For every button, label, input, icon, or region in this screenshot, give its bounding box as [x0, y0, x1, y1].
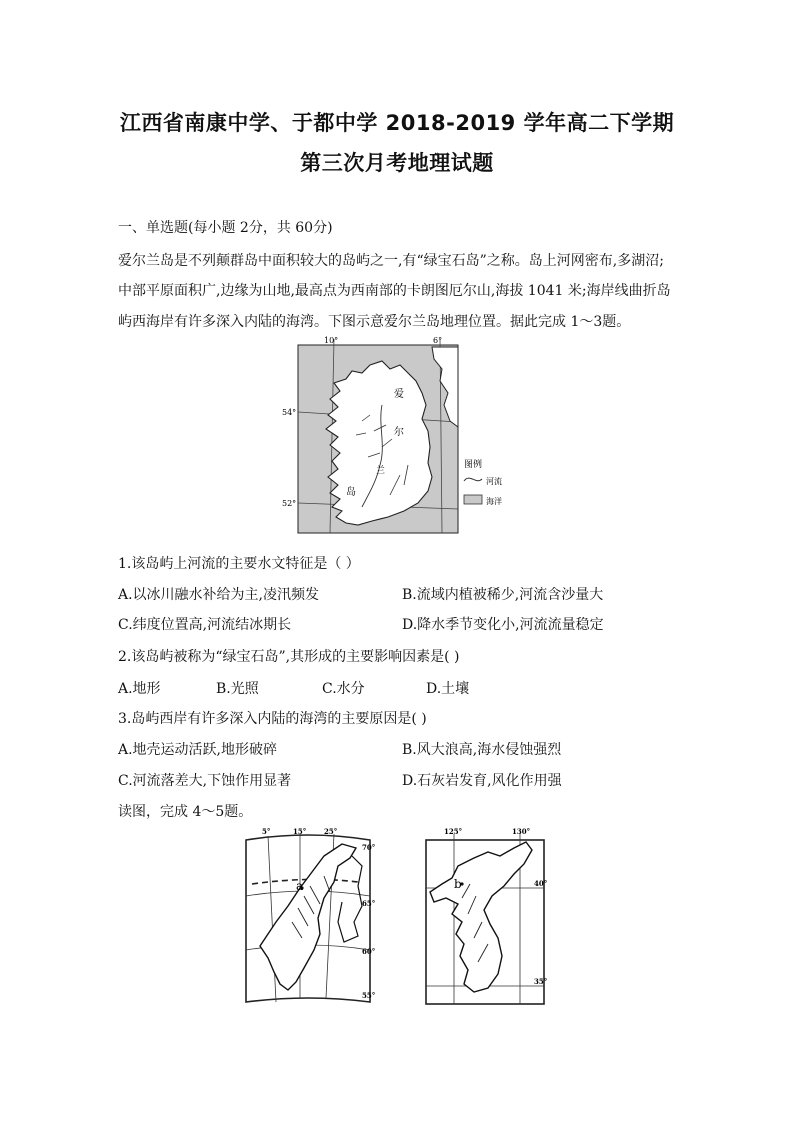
- scand-lat-label-65: 65°: [362, 899, 376, 908]
- korea-lat-label-40: 40°: [534, 879, 548, 888]
- scand-lon-label-25: 25°: [324, 827, 338, 836]
- scand-lat-label-60: 60°: [362, 947, 376, 956]
- q3-option-b: B.风大浪高,海水侵蚀强烈: [402, 742, 562, 758]
- passage2-text: 读图，完成 4～5题。: [118, 804, 253, 820]
- q3-option-a: A.地壳运动活跃,地形破碎: [118, 742, 278, 758]
- q3-option-d: D.石灰岩发育,风化作用强: [402, 773, 562, 789]
- korea-lon-label-130: 130°: [512, 827, 531, 836]
- legend-title: 图例: [464, 460, 483, 470]
- point-b-label: b: [454, 877, 462, 891]
- q2-option-c: C.水分: [322, 681, 365, 697]
- ireland-map: [282, 335, 522, 545]
- ireland-lat-label-54: 54°: [282, 408, 297, 417]
- scand-lat-label-70: 70°: [362, 843, 376, 852]
- legend-river-symbol: [464, 478, 482, 481]
- exam-title-line1: 江西省南康中学、于都中学 2018-2019 学年高二下学期: [119, 111, 675, 135]
- scandinavia-map: [238, 826, 388, 1008]
- ireland-char-2: 尔: [394, 427, 404, 438]
- ireland-lon-label-10: 10°: [324, 336, 339, 345]
- question-3-stem: 3.岛屿西岸有许多深入内陆的海湾的主要原因是( ): [118, 711, 427, 727]
- korea-lat-label-35: 35°: [534, 977, 548, 986]
- legend-sea-symbol: [464, 495, 482, 504]
- ireland-char-4: 岛: [346, 487, 356, 498]
- korea-map: [418, 826, 558, 1008]
- scand-lat-label-55: 55°: [362, 991, 376, 1000]
- question-1-stem: 1.该岛屿上河流的主要水文特征是（ ）: [118, 556, 360, 572]
- passage1-line1: 爱尔兰岛是不列颠群岛中面积较大的岛屿之一,有“绿宝石岛”之称。岛上河网密布,多湖沼;: [118, 253, 664, 269]
- scand-lon-label-15: 15°: [293, 827, 307, 836]
- q1-option-c: C.纬度位置高,河流结冰期长: [118, 617, 292, 633]
- exam-title-line2: 第三次月考地理试题: [300, 151, 494, 175]
- passage1-line2: 中部平原面积广,边缘为山地,最高点为西南部的卡朗图厄尔山,海拔 1041 米;海岸线曲折岛: [118, 283, 671, 299]
- point-a-label: a: [296, 879, 304, 893]
- ireland-char-3: 兰: [376, 466, 386, 476]
- q1-option-b: B.流域内植被稀少,河流含沙量大: [402, 587, 604, 603]
- ireland-island: [326, 361, 432, 525]
- passage1-line3: 屿西海岸有许多深入内陆的海湾。下图示意爱尔兰岛地理位置。据此完成 1～3题。: [118, 314, 631, 330]
- korea-lon-label-125: 125°: [444, 827, 463, 836]
- question-2-stem: 2.该岛屿被称为“绿宝石岛”,其形成的主要影响因素是( ): [118, 649, 460, 665]
- q2-option-a: A.地形: [118, 681, 161, 697]
- q2-option-d: D.土壤: [426, 681, 470, 697]
- legend-river-label: 河流: [486, 477, 502, 486]
- ireland-lon-label-6: 6°: [433, 336, 443, 345]
- section-heading: 一、单选题(每小题 2分，共 60分): [118, 220, 333, 236]
- q1-option-a: A.以冰川融水补给为主,凌汛频发: [118, 587, 320, 603]
- q3-option-c: C.河流落差大,下蚀作用显著: [118, 773, 292, 789]
- ireland-char-1: 爱: [394, 389, 404, 400]
- q2-option-b: B.光照: [216, 681, 259, 697]
- ireland-lat-label-52: 52°: [282, 499, 297, 508]
- q1-option-d: D.降水季节变化小,河流流量稳定: [402, 617, 604, 633]
- scand-lon-label-5: 5°: [262, 827, 271, 836]
- legend-sea-label: 海洋: [486, 497, 502, 506]
